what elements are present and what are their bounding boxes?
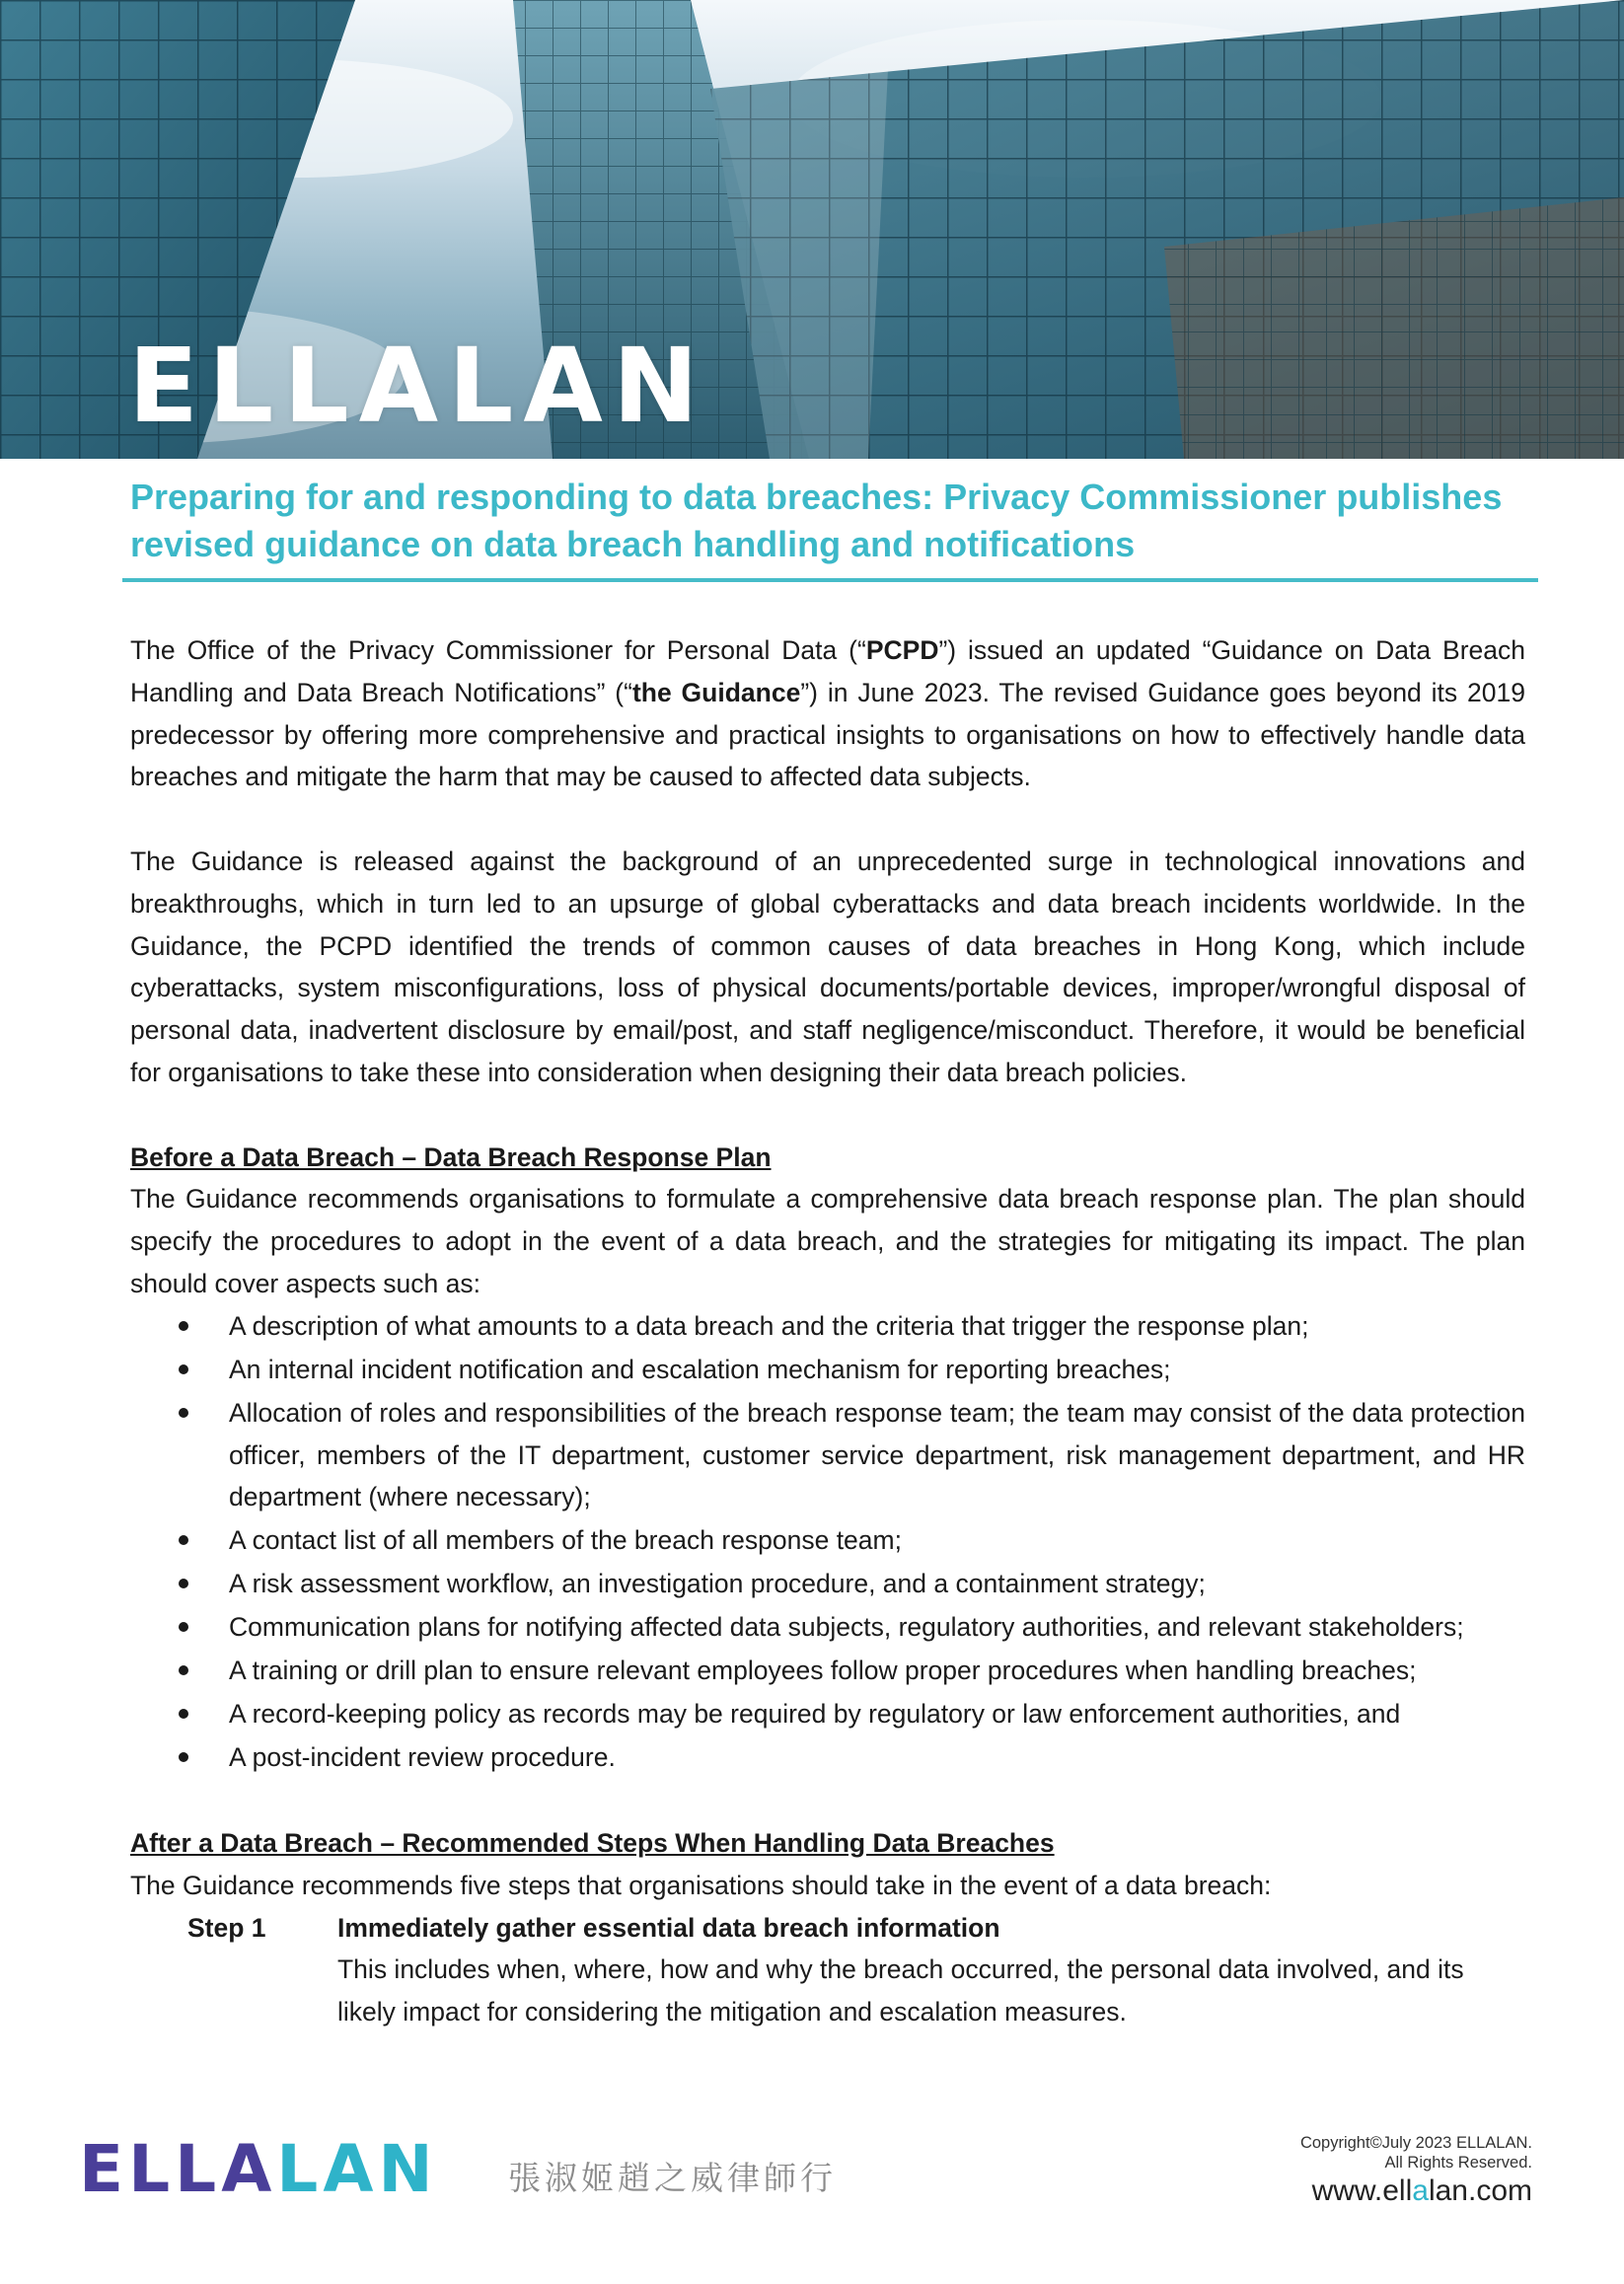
title-divider xyxy=(122,578,1538,582)
list-item-text: A training or drill plan to ensure relevant employees follow proper procedures when handling breaches; xyxy=(229,1656,1417,1686)
list-item xyxy=(130,1519,1525,1562)
pcpd-term: PCPD xyxy=(865,635,939,665)
copyright-notice xyxy=(1300,2133,1532,2173)
before-paragraph: The Guidance recommends organisations to formulate a comprehensive data breach response plan. The plan should specify the procedures to adopt in the event of a data breach, and the strategies for mitigating its impact. The plan should cover aspects such as: xyxy=(130,1184,1525,1298)
step-1 xyxy=(130,1907,1525,2033)
website-link[interactable] xyxy=(1312,2174,1532,2208)
intro-text: The Office of the Privacy Commissioner for Personal Data (“ xyxy=(130,635,866,665)
step-description: This includes when, where, how and why the breach occurred, the personal data involved, and its likely impact for considering the mitigation and escalation measures. xyxy=(337,1954,1464,2027)
list-item xyxy=(130,1650,1525,1692)
bullet-icon xyxy=(179,1408,188,1418)
list-item xyxy=(130,1736,1525,1779)
step-label: Step 1 xyxy=(187,1912,266,1943)
list-item-text: Allocation of roles and responsibilities of the breach response team; the team may consist of the data protection officer, members of the IT department, customer service department, risk management department, and HR department (where necessary); xyxy=(229,1397,1525,1512)
intro-paragraph-2: The Guidance is released against the background of an unprecedented surge in technological innovations and breakthroughs, which in turn led to an upsurge of global cyberattacks and data breach incidents worldwide. In the Guidance, the PCPD identified the trends of common causes of data breaches in Hong Kong, which include cyberattacks, system misconfigurations, loss of physical documents/portable devices, improper/wrongful disposal of personal data, inadvertent disclosure by email/post, and staff negligence/misconduct. Therefore, it would be beneficial for organisations to take these into consideration when designing their data breach policies. xyxy=(130,846,1525,1087)
bullet-icon xyxy=(179,1665,188,1675)
document-body xyxy=(130,629,1525,2033)
section-heading-before: Before a Data Breach – Data Breach Response Plan xyxy=(130,1142,772,1172)
list-item xyxy=(130,1392,1525,1518)
bullet-icon xyxy=(179,1321,188,1331)
footer-chinese-name: 張淑姬趙之威律師行 xyxy=(508,2159,837,2197)
footer-logo-part1: ELLA xyxy=(79,2131,277,2207)
document-title: Preparing for and responding to data breaches: Privacy Commissioner publishes revised guidance on data breach handling and notifications xyxy=(130,477,1503,564)
bullet-icon xyxy=(179,1709,188,1719)
list-item-text: A post-incident review procedure. xyxy=(229,1742,616,1773)
section-heading-after: After a Data Breach – Recommended Steps When Handling Data Breaches xyxy=(130,1828,1055,1858)
header-logo: ELLALAN xyxy=(128,326,708,446)
list-item-text: A record-keeping policy as records may be required by regulatory or law enforcement authorities, and xyxy=(229,1699,1401,1730)
list-item xyxy=(130,1305,1525,1348)
header-banner-image xyxy=(0,0,1624,459)
website-part-1: www.ell xyxy=(1311,2174,1413,2207)
website-part-3: lan.com xyxy=(1428,2174,1532,2207)
footer-logo-part2: LAN xyxy=(276,2131,438,2207)
list-item xyxy=(130,1693,1525,1735)
step-title: Immediately gather essential data breach information xyxy=(337,1912,1000,1943)
copyright-line-1: Copyright©July 2023 ELLALAN. xyxy=(1299,2134,1532,2152)
list-item xyxy=(130,1563,1525,1605)
website-part-2: a xyxy=(1412,2174,1429,2207)
list-item-text: An internal incident notification and escalation mechanism for reporting breaches; xyxy=(229,1354,1171,1384)
bullet-icon xyxy=(179,1535,188,1545)
after-paragraph: The Guidance recommends five steps that organisations should take in the event of a data breach: xyxy=(130,1870,1272,1900)
list-item-text: A risk assessment workflow, an investigation procedure, and a containment strategy; xyxy=(229,1569,1206,1599)
intro-paragraph-1 xyxy=(130,629,1525,798)
bullet-icon xyxy=(179,1622,188,1632)
guidance-term: the Guidance xyxy=(631,677,801,707)
list-item-text: A contact list of all members of the breach response team; xyxy=(229,1525,902,1556)
footer-logo xyxy=(79,2131,438,2207)
bullet-icon xyxy=(179,1752,188,1762)
bullet-icon xyxy=(179,1579,188,1588)
intro-text: ”) issued an updated “Guidance on Data Breach Handling and Data Breach Notifications” (“ xyxy=(130,635,1525,707)
list-item-text: Communication plans for notifying affected data subjects, regulatory authorities, and relevant stakeholders; xyxy=(229,1612,1464,1643)
list-item-text: A description of what amounts to a data breach and the criteria that trigger the response plan; xyxy=(229,1310,1309,1341)
response-plan-list xyxy=(130,1305,1525,1779)
copyright-line-2: All Rights Reserved. xyxy=(1384,2154,1532,2172)
list-item xyxy=(130,1349,1525,1391)
intro-text: ”) in June 2023. The revised Guidance goes beyond its 2019 predecessor by offering more comprehensive and practical insights to organisations on how to effectively handle data breaches and mitigate the harm that may be caused to affected data subjects. xyxy=(130,677,1525,792)
list-item xyxy=(130,1606,1525,1649)
bullet-icon xyxy=(179,1364,188,1374)
